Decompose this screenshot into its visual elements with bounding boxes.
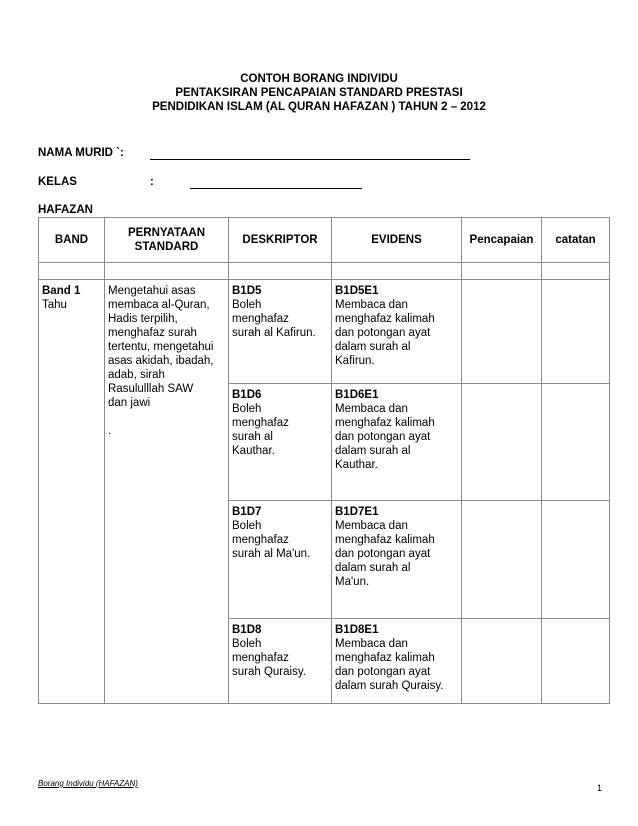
header-band: BAND — [39, 218, 105, 263]
pernyataan-text: Mengetahui asas membaca al-Quran, Hadis terpilih, menghafaz surah tertentu, mengetahui asas akidah, ibadah, adab, sirah Rasululllah SAW dan jawi . — [108, 285, 214, 437]
deskriptor-cell — [229, 384, 332, 501]
footer-title: Borang Individu (HAFAZAN) — [38, 779, 138, 788]
deskriptor-code: B1D7 — [232, 506, 262, 518]
title-line-3: PENDIDIKAN ISLAM (AL QURAN HAFAZAN ) TAHUN 2 – 2012 — [152, 101, 486, 113]
deskriptor-text: Boleh menghafaz surah al Kauthar. — [232, 403, 289, 457]
header-pernyataan: PERNYATAAN STANDARD — [105, 218, 229, 263]
kelas-colon: : — [150, 176, 154, 188]
evidens-cell — [332, 384, 462, 501]
evidens-code: B1D7E1 — [335, 506, 379, 518]
section-label: HAFAZAN — [38, 204, 93, 216]
band-title: Band 1 — [42, 285, 81, 297]
nama-murid-label: NAMA MURID `: — [38, 147, 124, 159]
title-line-2: PENTAKSIRAN PENCAPAIAN STANDARD PRESTASI — [175, 87, 463, 99]
evidens-code: B1D6E1 — [335, 389, 379, 401]
kelas-line[interactable] — [190, 188, 362, 189]
kelas-label: KELAS — [38, 176, 77, 188]
band-sub: Tahu — [42, 299, 67, 311]
deskriptor-text: Boleh menghafaz surah Quraisy. — [232, 638, 306, 678]
deskriptor-code: B1D8 — [232, 624, 262, 636]
pencapaian-cell[interactable] — [462, 501, 542, 619]
catatan-cell[interactable] — [542, 619, 610, 704]
evidens-text: Membaca dan menghafaz kalimah dan potongan ayat dalam surah al Ma'un. — [335, 520, 435, 588]
evidens-cell — [332, 619, 462, 704]
pernyataan-cell — [105, 280, 229, 704]
band-cell — [39, 280, 105, 704]
deskriptor-code: B1D6 — [232, 389, 262, 401]
deskriptor-text: Boleh menghafaz surah al Kafirun. — [232, 299, 316, 339]
assessment-table — [38, 217, 610, 704]
evidens-text: Membaca dan menghafaz kalimah dan potongan ayat dalam surah al Kauthar. — [335, 403, 435, 471]
header-deskriptor: DESKRIPTOR — [229, 218, 332, 263]
evidens-code: B1D8E1 — [335, 624, 379, 636]
nama-murid-line[interactable] — [150, 159, 470, 160]
evidens-code: B1D5E1 — [335, 285, 379, 297]
pencapaian-cell[interactable] — [462, 280, 542, 384]
table-header-row — [39, 218, 610, 263]
deskriptor-cell — [229, 619, 332, 704]
deskriptor-cell — [229, 280, 332, 384]
catatan-cell[interactable] — [542, 384, 610, 501]
catatan-cell[interactable] — [542, 280, 610, 384]
deskriptor-code: B1D5 — [232, 285, 262, 297]
catatan-cell[interactable] — [542, 501, 610, 619]
pencapaian-cell[interactable] — [462, 384, 542, 501]
deskriptor-cell — [229, 501, 332, 619]
deskriptor-text: Boleh menghafaz surah al Ma'un. — [232, 520, 311, 560]
header-pencapaian: Pencapaian — [462, 218, 542, 263]
evidens-cell — [332, 280, 462, 384]
header-catatan: catatan — [542, 218, 610, 263]
evidens-cell — [332, 501, 462, 619]
evidens-text: Membaca dan menghafaz kalimah dan potongan ayat dalam surah al Kafirun. — [335, 299, 435, 367]
header-evidens: EVIDENS — [332, 218, 462, 263]
spacer-row — [39, 263, 610, 280]
page-number: 1 — [597, 783, 603, 793]
table-row — [39, 280, 610, 384]
evidens-text: Membaca dan menghafaz kalimah dan potongan ayat dalam surah Quraisy. — [335, 638, 444, 692]
pencapaian-cell[interactable] — [462, 619, 542, 704]
title-line-1: CONTOH BORANG INDIVIDU — [240, 73, 398, 85]
